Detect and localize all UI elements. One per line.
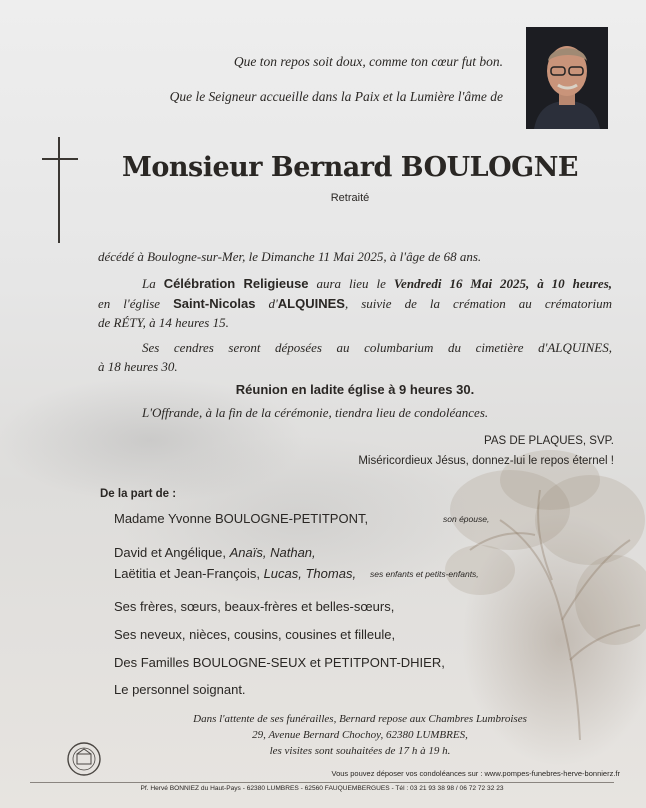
- online-condolences: Vous pouvez déposer vos condoléances sur : www.pompes-funebres-herve-bonnierz.fr: [331, 769, 620, 778]
- prayer: Miséricordieux Jésus, donnez-lui le repos éternel !: [358, 455, 614, 467]
- family-wife-relation: son épouse,: [443, 514, 490, 524]
- quote-line-1: Que ton repos soit doux, comme ton cœur fut bon.: [233, 54, 503, 69]
- children-names: David et Angélique,: [114, 545, 230, 560]
- cross-icon: [58, 137, 60, 243]
- family-children-line-2: [114, 566, 356, 581]
- meeting-notice: Réunion en ladite église à 9 heures 30.: [235, 382, 475, 397]
- family-families: Des Familles BOULOGNE-SEUX et PETITPONT-DHIER,: [114, 655, 445, 670]
- cross-icon-bar: [42, 158, 78, 160]
- ceremony-text: , suivie de la crémation au crématorium: [344, 296, 613, 311]
- family-staff: Le personnel soignant.: [114, 682, 246, 697]
- tree-background-illustration: [440, 440, 646, 740]
- from-label: De la part de :: [100, 488, 177, 500]
- footer: Pf. Hervé BONNIEZ du Haut-Pays - 62380 LUMBRES - 62560 FAUQUEMBERGUES - Tél : 03 21 93 38 98 / 06 72 72 32 23: [140, 785, 504, 792]
- rest-line-1: Dans l'attente de ses funérailles, Bernard repose aux Chambres Lumbroises: [193, 713, 527, 725]
- ceremony-text: en l'église: [98, 296, 174, 311]
- village-name: ALQUINES: [277, 296, 345, 311]
- funeral-home-logo: [66, 741, 102, 777]
- quote-line-2: Que le Seigneur accueille dans la Paix et la Lumière l'âme de: [169, 89, 503, 104]
- family-children-line-1: [114, 545, 316, 560]
- rest-line-2: 29, Avenue Bernard Chochoy, 62380 LUMBRES,: [252, 729, 468, 741]
- deceased-name: Monsieur Bernard BOULOGNE: [122, 152, 578, 183]
- family-wife: Madame Yvonne BOULOGNE-PETITPONT,: [114, 511, 369, 526]
- no-plaques-notice: PAS DE PLAQUES, SVP.: [484, 435, 614, 447]
- grandchildren-names: Lucas, Thomas,: [263, 566, 357, 581]
- rest-line-3: les visites sont souhaitées de 17 h à 19 h.: [269, 745, 451, 757]
- ashes-line-2: à 18 heures 30.: [98, 359, 178, 374]
- family-children-relation: ses enfants et petits-enfants,: [370, 569, 479, 579]
- death-notice: décédé à Boulogne-sur-Mer, le Dimanche 11 Mai 2025, à l'âge de 68 ans.: [98, 249, 482, 264]
- children-names: Laëtitia et Jean-François,: [114, 566, 264, 581]
- ceremony-line-3: de RÉTY, à 14 heures 15.: [98, 315, 229, 330]
- ceremony-line-2: [98, 296, 612, 312]
- family-siblings: Ses frères, sœurs, beaux-frères et belles-sœurs,: [114, 599, 395, 614]
- occupation: Retraité: [330, 192, 370, 204]
- portrait-photo: [526, 27, 608, 129]
- ceremony-date: Vendredi 16 Mai 2025, à 10 heures,: [393, 276, 612, 291]
- family-nephews: Ses neveux, nièces, cousins, cousines et filleule,: [114, 627, 396, 642]
- offering-notice: L'Offrande, à la fin de la cérémonie, tiendra lieu de condoléances.: [142, 405, 489, 420]
- ceremony-text: La: [142, 276, 164, 291]
- ceremony-text: aura lieu le: [308, 276, 394, 291]
- ceremony-text: d': [255, 296, 278, 311]
- ceremony-type: Célébration Religieuse: [163, 276, 309, 291]
- grandchildren-names: Anaïs, Nathan,: [229, 545, 316, 560]
- footer-divider: [30, 782, 614, 783]
- church-name: Saint-Nicolas: [173, 296, 256, 311]
- ceremony-line-1: [98, 276, 612, 292]
- ashes-line-1: Ses cendres seront déposées au columbarium du cimetière d'ALQUINES,: [142, 340, 612, 355]
